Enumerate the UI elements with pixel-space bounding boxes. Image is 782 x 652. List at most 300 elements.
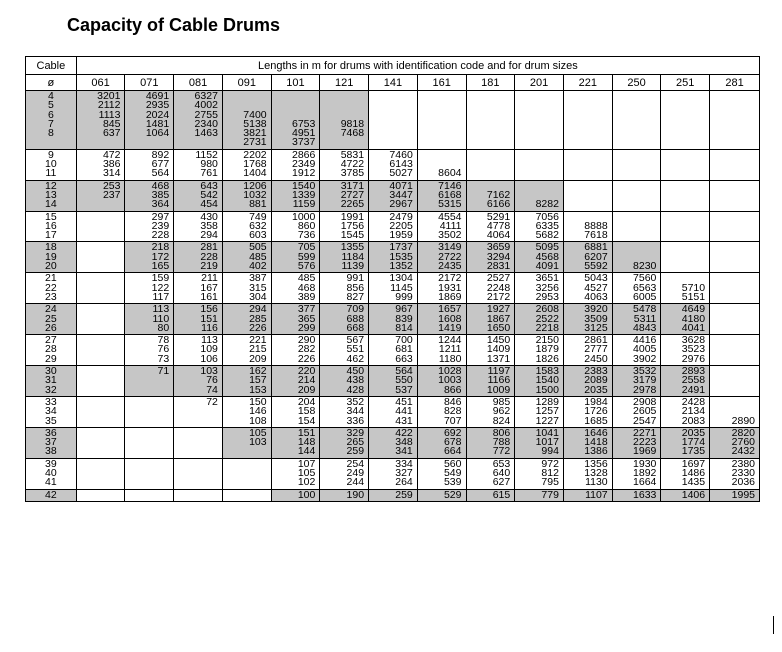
- length-cell-161: [417, 91, 466, 150]
- length-value: 1009: [486, 383, 511, 396]
- length-cell-091: [222, 366, 271, 397]
- length-value: 2527: [486, 272, 511, 285]
- length-cell-221: [563, 211, 612, 242]
- length-cell-091: [222, 335, 271, 366]
- length-cell-251: [661, 242, 710, 273]
- length-cell-071: [125, 242, 174, 273]
- length-value: 1257: [535, 405, 559, 418]
- length-value: 5478: [633, 303, 657, 316]
- length-cell-250: [612, 427, 661, 458]
- length-value: 4064: [486, 229, 511, 242]
- length-cell-281: [710, 180, 760, 211]
- length-value: 1406: [681, 489, 706, 501]
- length-value: 161: [200, 290, 218, 303]
- length-value: 5710: [681, 281, 706, 294]
- cable-diameter-value: 38: [45, 445, 57, 458]
- length-value: 1017: [535, 436, 559, 449]
- length-value: 7618: [584, 229, 608, 242]
- length-cell-250: [612, 304, 661, 335]
- length-value: 1500: [535, 383, 559, 396]
- drum-code-081: 081: [174, 75, 223, 91]
- length-value: 1697: [681, 458, 706, 470]
- length-cell-081: [174, 211, 223, 242]
- length-cell-281: [710, 396, 760, 427]
- length-value: 2150: [535, 334, 559, 347]
- length-value: 76: [157, 343, 170, 356]
- length-cell-181: [466, 396, 515, 427]
- length-cell-071: [125, 366, 174, 397]
- cable-diameter-value: 29: [45, 352, 57, 365]
- length-value: 2976: [681, 352, 706, 365]
- length-value: 1583: [535, 365, 559, 378]
- length-value: [223, 92, 267, 101]
- length-value: 218: [151, 241, 170, 254]
- length-cell-141: [369, 242, 418, 273]
- length-cell-251: [661, 335, 710, 366]
- length-cell-121: [320, 335, 369, 366]
- length-cell-181: [466, 211, 515, 242]
- length-value: 1879: [535, 343, 559, 356]
- table-row-group: [26, 91, 760, 150]
- length-value: 2831: [486, 260, 511, 273]
- length-value: 1735: [681, 445, 706, 458]
- cable-diameter-value: 40: [45, 466, 57, 479]
- length-value: 663: [395, 352, 413, 365]
- length-value: 856: [346, 281, 365, 294]
- cable-diameter-value: 41: [45, 476, 57, 489]
- length-value: 153: [249, 383, 267, 396]
- cable-diameter-cell: [26, 396, 77, 427]
- length-value: 1409: [486, 343, 511, 356]
- length-cell-250: [612, 335, 661, 366]
- length-value: 1535: [389, 250, 413, 263]
- length-value: 389: [297, 290, 316, 303]
- length-value: 1486: [681, 466, 706, 479]
- length-cell-091: [222, 180, 271, 211]
- length-value: 254: [346, 458, 365, 470]
- length-value: 627: [492, 476, 511, 489]
- length-value: 1959: [389, 229, 413, 242]
- length-cell-081: [174, 396, 223, 427]
- length-value: 3125: [584, 321, 608, 334]
- length-value: 3737: [291, 136, 316, 149]
- length-cell-250: [612, 91, 661, 150]
- length-value: 2820: [731, 427, 755, 439]
- length-value: [613, 243, 657, 252]
- length-value: 3447: [389, 188, 413, 201]
- table-row-group: [26, 304, 760, 335]
- length-cell-221: [563, 335, 612, 366]
- length-cell-091: [222, 211, 271, 242]
- length-value: 564: [395, 365, 413, 378]
- table-row-group: [26, 366, 760, 397]
- length-value: 215: [249, 343, 267, 356]
- length-value: 846: [443, 396, 462, 408]
- length-value: 2089: [584, 374, 608, 387]
- length-cell-141: [369, 335, 418, 366]
- length-cell-071: [125, 396, 174, 427]
- length-cell-101: [271, 458, 320, 489]
- length-cell-181: [466, 273, 515, 304]
- cable-diameter-value: 7: [47, 117, 54, 130]
- length-value: 1664: [633, 476, 657, 489]
- length-value: 71: [157, 365, 170, 378]
- length-cell-221: [563, 427, 612, 458]
- length-value: 1032: [243, 188, 267, 201]
- length-cell-251: [661, 489, 710, 501]
- length-value: 3902: [633, 352, 657, 365]
- length-cell-250: [612, 489, 661, 501]
- length-cell-281: [710, 242, 760, 273]
- length-value: 892: [151, 149, 170, 161]
- length-value: 264: [395, 476, 413, 489]
- length-cell-281: [710, 458, 760, 489]
- length-value: 3821: [243, 127, 267, 140]
- length-value: 109: [200, 343, 218, 356]
- length-value: 3171: [340, 180, 365, 192]
- length-value: 576: [297, 260, 316, 273]
- length-value: 567: [346, 334, 365, 347]
- length-cell-201: [515, 180, 564, 211]
- length-value: 105: [297, 466, 316, 479]
- length-value: 1041: [535, 427, 559, 439]
- length-cell-281: [710, 304, 760, 335]
- capacity-table: [25, 56, 760, 502]
- length-value: 5592: [584, 260, 608, 273]
- length-cell-251: [661, 304, 710, 335]
- length-value: 151: [297, 427, 316, 439]
- length-value: 402: [249, 260, 267, 273]
- length-value: 881: [249, 198, 267, 211]
- length-value: 7560: [633, 272, 657, 285]
- length-value: 3532: [633, 365, 657, 378]
- length-value: 2967: [389, 198, 413, 211]
- length-cell-091: [222, 91, 271, 150]
- length-value: 1774: [681, 436, 706, 449]
- length-cell-221: [563, 180, 612, 211]
- length-value: 1184: [341, 250, 365, 263]
- length-value: 2223: [633, 436, 657, 449]
- length-cell-250: [612, 366, 661, 397]
- cable-diameter-value: 21: [45, 272, 57, 285]
- length-cell-141: [369, 427, 418, 458]
- length-value: 1991: [340, 211, 365, 223]
- length-cell-101: [271, 180, 320, 211]
- length-cell-091: [222, 489, 271, 501]
- length-cell-181: [466, 335, 515, 366]
- length-value: 2890: [731, 414, 755, 427]
- cable-diameter-value: 11: [45, 167, 57, 180]
- length-value: 5315: [438, 198, 462, 211]
- length-value: 344: [346, 405, 365, 418]
- length-value: 113: [152, 303, 170, 316]
- length-value: 664: [443, 445, 462, 458]
- length-value: 106: [200, 352, 218, 365]
- length-cell-250: [612, 211, 661, 242]
- length-cell-141: [369, 396, 418, 427]
- length-value: 3294: [486, 250, 511, 263]
- length-value: 551: [346, 343, 365, 356]
- length-value: 78: [157, 334, 170, 347]
- length-cell-121: [320, 180, 369, 211]
- length-value: 468: [151, 180, 170, 192]
- length-value: 6166: [486, 198, 511, 211]
- length-value: 1608: [438, 312, 462, 325]
- table-row-group: [26, 211, 760, 242]
- length-cell-091: [222, 458, 271, 489]
- length-cell-161: [417, 335, 466, 366]
- length-value: 2172: [438, 272, 462, 285]
- length-value: 2202: [243, 149, 267, 161]
- length-value: 4722: [340, 158, 365, 171]
- length-value: 2083: [681, 414, 706, 427]
- length-value: 537: [395, 383, 413, 396]
- length-cell-161: [417, 273, 466, 304]
- length-value: 3628: [681, 334, 706, 347]
- length-value: 72: [206, 396, 218, 408]
- length-cell-091: [222, 304, 271, 335]
- length-value: [515, 182, 559, 191]
- length-value: 599: [297, 250, 316, 263]
- length-cell-250: [612, 180, 661, 211]
- length-value: 297: [151, 211, 170, 223]
- drum-code-281: 281: [710, 75, 760, 91]
- length-value: 4041: [681, 321, 706, 334]
- length-cell-091: [222, 427, 271, 458]
- length-cell-281: [710, 427, 760, 458]
- length-value: 6005: [633, 290, 657, 303]
- length-cell-061: [76, 242, 125, 273]
- length-cell-061: [76, 304, 125, 335]
- length-value: 327: [395, 466, 413, 479]
- cable-diameter-cell: [26, 211, 77, 242]
- length-value: 1418: [584, 436, 608, 449]
- length-cell-161: [417, 242, 466, 273]
- cable-diameter-cell: [26, 242, 77, 273]
- length-value: 2330: [731, 466, 755, 479]
- length-value: 1419: [438, 321, 462, 334]
- length-value: 1244: [438, 334, 462, 347]
- length-cell-251: [661, 211, 710, 242]
- length-value: 2558: [681, 374, 706, 387]
- cable-diameter-value: 32: [45, 383, 57, 396]
- length-value: 151: [200, 312, 218, 325]
- drum-code-071: 071: [125, 75, 174, 91]
- cable-diameter-value: 27: [45, 334, 57, 347]
- length-cell-181: [466, 458, 515, 489]
- length-cell-201: [515, 489, 564, 501]
- length-value: 228: [151, 229, 170, 242]
- length-value: 615: [492, 489, 511, 501]
- length-value: 438: [346, 374, 365, 387]
- length-cell-121: [320, 149, 369, 180]
- length-value: 2491: [681, 383, 706, 396]
- length-value: 219: [200, 260, 218, 273]
- length-value: 348: [395, 436, 413, 449]
- length-cell-061: [76, 366, 125, 397]
- length-value: 749: [249, 211, 267, 223]
- length-cell-221: [563, 489, 612, 501]
- length-value: 2035: [584, 383, 608, 396]
- length-cell-281: [710, 273, 760, 304]
- length-value: 2731: [243, 136, 267, 149]
- length-value: 980: [200, 158, 218, 171]
- length-value: 3256: [535, 281, 559, 294]
- length-value: 688: [346, 312, 365, 325]
- length-value: 253: [102, 180, 121, 192]
- length-value: 299: [297, 321, 316, 334]
- cable-diameter-value: 35: [45, 414, 57, 427]
- length-value: 2383: [584, 365, 608, 378]
- table-row-group: [26, 427, 760, 458]
- length-value: 4649: [681, 303, 706, 316]
- length-value: 472: [102, 149, 121, 161]
- length-value: 167: [200, 281, 218, 294]
- length-value: 653: [492, 458, 511, 470]
- cable-diameter-value: 37: [45, 436, 57, 449]
- length-value: 259: [395, 489, 413, 501]
- length-value: 165: [151, 260, 170, 273]
- length-value: 2112: [97, 99, 121, 112]
- length-value: 705: [297, 241, 316, 254]
- length-value: 209: [297, 383, 316, 396]
- length-value: 110: [152, 312, 170, 325]
- length-value: 5095: [535, 241, 559, 254]
- length-value: 529: [443, 489, 462, 501]
- cable-diameter-value: 9: [47, 149, 54, 161]
- length-value: 2218: [535, 321, 559, 334]
- length-value: 74: [206, 383, 218, 396]
- length-value: 1931: [438, 281, 462, 294]
- length-value: 4568: [535, 250, 559, 263]
- length-value: 9818: [340, 117, 365, 130]
- cable-diameter-value: 18: [45, 241, 57, 254]
- length-value: 122: [151, 281, 170, 294]
- cable-diameter-value: 17: [45, 229, 57, 242]
- length-value: 985: [492, 396, 511, 408]
- length-value: 1227: [535, 414, 559, 427]
- length-value: 603: [249, 229, 267, 242]
- length-value: 2722: [438, 250, 462, 263]
- length-value: 828: [443, 405, 462, 418]
- length-value: 2248: [486, 281, 511, 294]
- length-cell-121: [320, 489, 369, 501]
- length-value: 1003: [438, 374, 462, 387]
- length-cell-221: [563, 242, 612, 273]
- length-value: 172: [151, 250, 170, 263]
- length-value: 560: [443, 458, 462, 470]
- length-value: 116: [201, 321, 218, 334]
- length-value: 100: [297, 489, 316, 501]
- length-cell-161: [417, 180, 466, 211]
- length-value: 2953: [535, 290, 559, 303]
- length-value: 265: [346, 436, 365, 449]
- length-cell-181: [466, 180, 515, 211]
- length-value: 329: [346, 427, 365, 439]
- length-cell-250: [612, 458, 661, 489]
- table-row-group: [26, 396, 760, 427]
- length-value: 5027: [389, 167, 413, 180]
- length-value: 294: [249, 303, 267, 316]
- length-value: 542: [200, 188, 218, 201]
- length-value: 1646: [584, 427, 608, 439]
- length-cell-201: [515, 366, 564, 397]
- length-value: 108: [249, 414, 267, 427]
- length-cell-281: [710, 489, 760, 501]
- length-value: 102: [297, 476, 316, 489]
- length-value: 2349: [291, 158, 316, 171]
- length-value: 1969: [633, 445, 657, 458]
- drum-code-221: 221: [563, 75, 612, 91]
- text-cursor: [773, 616, 774, 634]
- length-value: 8604: [438, 167, 462, 180]
- length-value: 7146: [438, 180, 462, 192]
- page-title: Capacity of Cable Drums: [67, 15, 281, 35]
- length-value: [320, 92, 364, 101]
- length-cell-141: [369, 211, 418, 242]
- length-cell-250: [612, 396, 661, 427]
- length-value: 158: [297, 405, 316, 418]
- length-value: 4691: [145, 90, 170, 102]
- length-value: 4002: [194, 99, 218, 112]
- length-value: 5151: [681, 290, 706, 303]
- length-value: 564: [151, 167, 170, 180]
- length-cell-141: [369, 91, 418, 150]
- length-cell-121: [320, 396, 369, 427]
- length-value: 3179: [633, 374, 657, 387]
- cable-diameter-cell: [26, 273, 77, 304]
- length-cell-061: [76, 273, 125, 304]
- length-cell-121: [320, 91, 369, 150]
- length-cell-181: [466, 91, 515, 150]
- length-value: [272, 92, 316, 101]
- length-value: 1211: [438, 343, 462, 356]
- cable-diameter-value: 31: [45, 374, 57, 387]
- length-cell-121: [320, 458, 369, 489]
- length-value: 3785: [340, 167, 365, 180]
- length-cell-091: [222, 242, 271, 273]
- length-value: 1930: [633, 458, 657, 470]
- length-value: 148: [297, 436, 316, 449]
- length-cell-071: [125, 427, 174, 458]
- cable-diameter-cell: [26, 366, 77, 397]
- length-cell-061: [76, 149, 125, 180]
- length-cell-101: [271, 273, 320, 304]
- cable-diameter-cell: [26, 149, 77, 180]
- cable-diameter-value: 20: [45, 260, 57, 273]
- length-value: 1145: [390, 281, 413, 294]
- length-cell-221: [563, 458, 612, 489]
- length-cell-081: [174, 335, 223, 366]
- length-value: 2777: [584, 343, 608, 356]
- cable-diameter-value: 19: [45, 250, 57, 263]
- length-cell-121: [320, 273, 369, 304]
- length-cell-221: [563, 366, 612, 397]
- length-value: 967: [395, 303, 413, 316]
- length-value: 450: [346, 365, 365, 378]
- length-cell-181: [466, 242, 515, 273]
- length-cell-221: [563, 149, 612, 180]
- length-cell-061: [76, 180, 125, 211]
- length-value: 632: [249, 219, 267, 232]
- length-value: 73: [157, 352, 170, 365]
- length-cell-281: [710, 211, 760, 242]
- length-cell-250: [612, 273, 661, 304]
- length-cell-251: [661, 273, 710, 304]
- drum-code-141: 141: [369, 75, 418, 91]
- length-cell-251: [661, 396, 710, 427]
- length-value: 336: [346, 414, 365, 427]
